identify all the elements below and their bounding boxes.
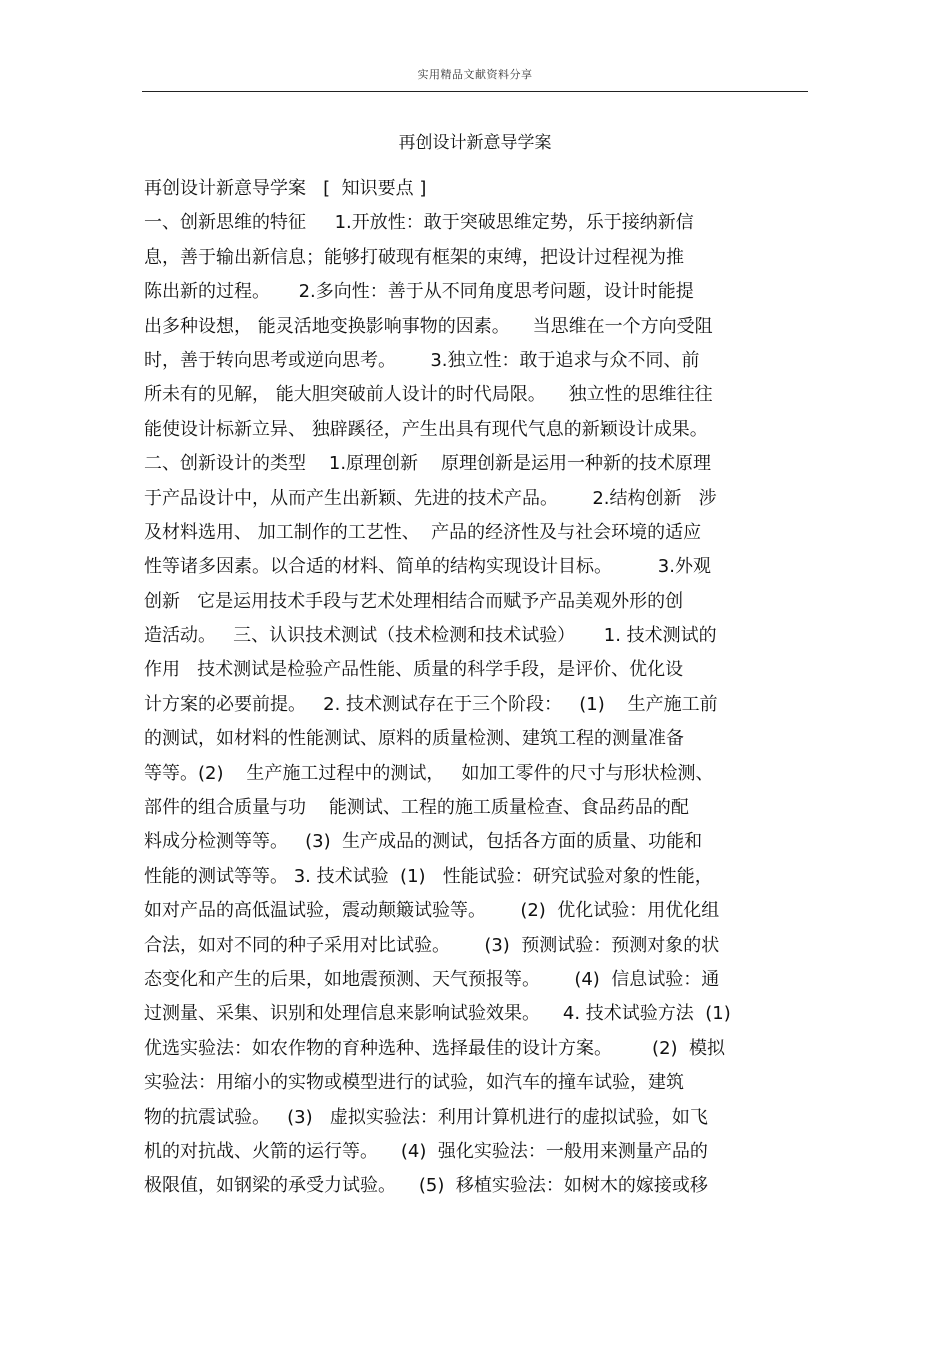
body-line: 计方案的必要前提。 2. 技术测试存在于三个阶段： (1) 生产施工前 — [144, 693, 718, 715]
body-line: 息，善于输出新信息；能够打破现有框架的束缚，把设计过程视为推 — [144, 246, 684, 268]
page-header: 实用精品文献资料分享 — [417, 68, 533, 81]
body-line: 极限值，如钢梁的承受力试验。 (5) 移植实验法：如树木的嫁接或移 — [144, 1175, 708, 1197]
body-line: 的测试，如材料的性能测试、原料的质量检测、建筑工程的测量准备 — [144, 728, 684, 750]
document-title: 再创设计新意导学案 — [398, 133, 552, 153]
body-line: 性等诸多因素。以合适的材料、简单的结构实现设计目标。 3.外观 — [144, 556, 711, 578]
body-line: 所未有的见解， 能大胆突破前人设计的时代局限。 独立性的思维往往 — [144, 384, 713, 406]
body-line: 二、创新设计的类型 1.原理创新 原理创新是运用一种新的技术原理 — [144, 453, 711, 475]
body-line: 如对产品的高低温试验，震动颠簸试验等。 (2) 优化试验：用优化组 — [144, 900, 720, 922]
body-line: 过测量、采集、识别和处理信息来影响试验效果。 4. 技术试验方法 (1) — [144, 1003, 731, 1025]
body-line: 再创设计新意导学案 [ 知识要点 ] — [144, 178, 427, 199]
body-line: 合法，如对不同的种子采用对比试验。 (3) 预测试验：预测对象的状 — [144, 934, 720, 956]
body-line: 优选实验法：如农作物的育种选种、选择最佳的设计方案。 (2) 模拟 — [144, 1037, 725, 1059]
body-line: 物的抗震试验。 (3) 虚拟实验法：利用计算机进行的虚拟试验，如飞 — [144, 1106, 708, 1128]
body-line: 出多种设想， 能灵活地变换影响事物的因素。 当思维在一个方向受阻 — [144, 315, 713, 337]
body-line: 性能的测试等等。 3. 技术试验 (1) 性能试验：研究试验对象的性能， — [144, 865, 713, 887]
body-line: 实验法：用缩小的实物或模型进行的试验，如汽车的撞车试验，建筑 — [144, 1072, 684, 1094]
header-divider — [142, 91, 808, 92]
body-line: 作用 技术测试是检验产品性能、质量的科学手段，是评价、优化设 — [144, 659, 684, 681]
body-line: 料成分检测等等。 (3) 生产成品的测试，包括各方面的质量、功能和 — [144, 831, 703, 853]
body-line: 时，善于转向思考或逆向思考。 3.独立性：敢于追求与众不同、前 — [144, 349, 700, 371]
body-line: 及材料选用、 加工制作的工艺性、 产品的经济性及与社会环境的适应 — [144, 521, 702, 543]
body-line: 态变化和产生的后果，如地震预测、天气预报等。 (4) 信息试验：通 — [144, 968, 720, 990]
body-line: 造活动。 三、认识技术测试（技术检测和技术试验） 1. 技术测试的 — [144, 625, 717, 647]
body-line: 机的对抗战、火箭的运行等。 (4) 强化实验法：一般用来测量产品的 — [144, 1140, 708, 1162]
body-line: 于产品设计中，从而产生出新颖、先进的技术产品。 2.结构创新 涉 — [144, 487, 717, 509]
body-line: 创新 它是运用技术手段与艺术处理相结合而赋予产品美观外形的创 — [144, 590, 684, 612]
body-line: 等等。(2) 生产施工过程中的测试， 如加工零件的尺寸与形状检测、 — [144, 762, 714, 784]
body-line: 一、创新思维的特征 1.开放性：敢于突破思维定势，乐于接纳新信 — [144, 212, 694, 234]
body-line: 能使设计标新立异、 独辟蹊径，产生出具有现代气息的新颖设计成果。 — [144, 418, 708, 440]
body-line: 陈出新的过程。 2.多向性：善于从不同角度思考问题，设计时能提 — [144, 281, 694, 303]
document-body — [144, 172, 816, 1204]
body-line: 部件的组合质量与功 能测试、工程的施工质量检查、食品药品的配 — [144, 797, 689, 819]
